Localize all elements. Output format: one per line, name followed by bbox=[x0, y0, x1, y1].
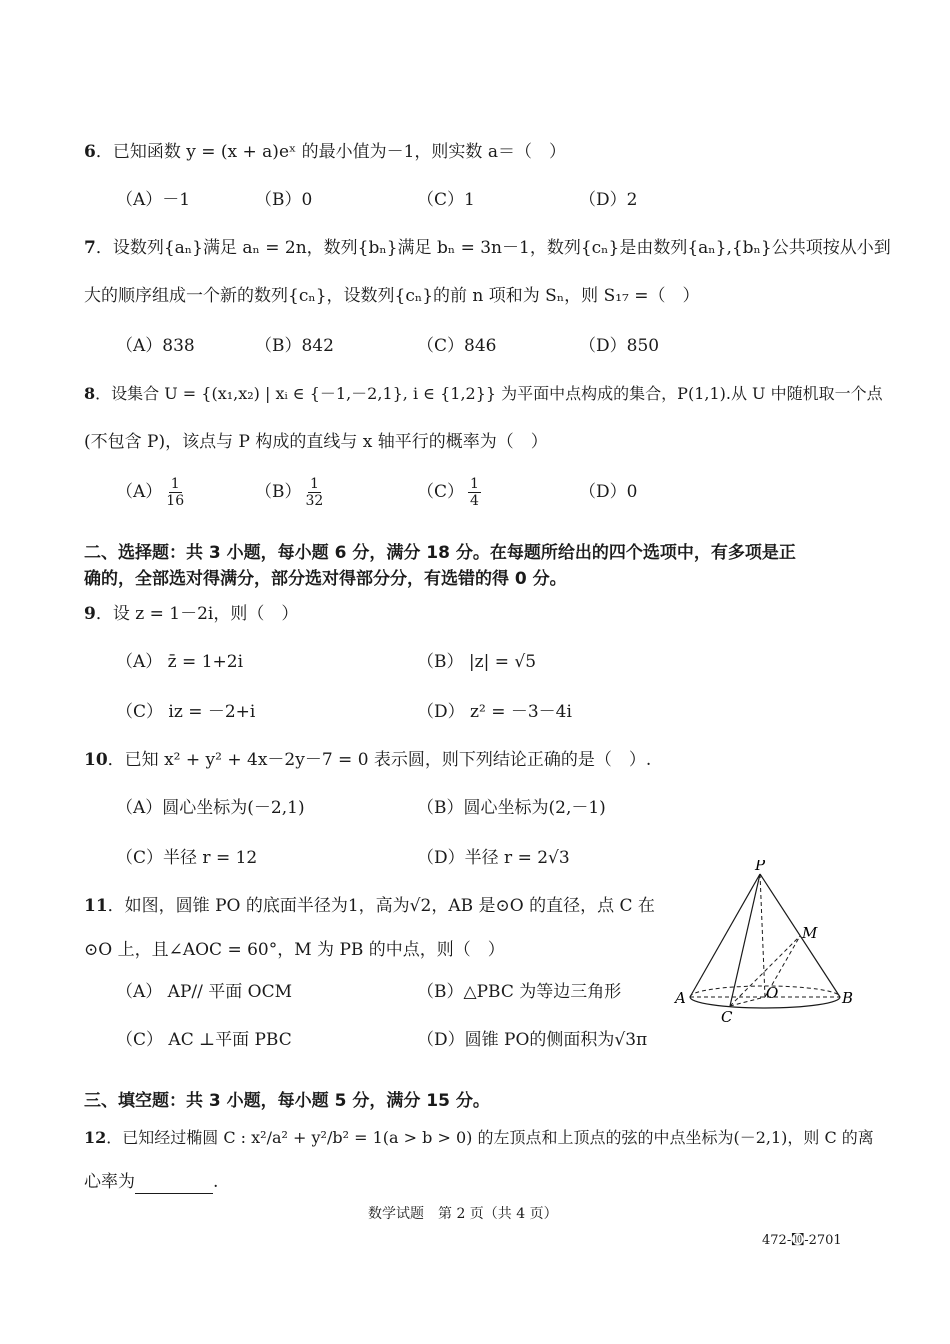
q8-stem-line1 bbox=[84, 382, 883, 406]
q8-option-a bbox=[116, 476, 184, 509]
q8-number: 8 bbox=[84, 384, 96, 403]
q8-option-b-fraction bbox=[306, 476, 324, 509]
q9-option-b: （B） |z| = √5 bbox=[417, 652, 537, 672]
q7-option-c: （C）846 bbox=[417, 336, 497, 356]
q6-number: 6 bbox=[84, 142, 96, 162]
q10-option-b: （B）圆心坐标为(2,－1) bbox=[417, 798, 606, 818]
label-o: O bbox=[766, 984, 779, 1002]
q11-number: 11 bbox=[84, 896, 108, 916]
q7-stem-line2: 大的顺序组成一个新的数列{cₙ}，设数列{cₙ}的前 n 项和为 Sₙ，则 S₁₇ =（ ） bbox=[84, 286, 700, 306]
label-p: P bbox=[755, 860, 766, 874]
q6-option-a: （A）－1 bbox=[116, 190, 191, 210]
fraction-denominator: 32 bbox=[305, 493, 324, 509]
q10-stem bbox=[84, 748, 651, 772]
q8-text-1: ．设集合 U = {(x₁,x₂) | xᵢ ∈ {－1,－2,1}, i ∈ {1,2}} 为平面中点构成的集合，P(1,1).从 U 中随机取一个点 bbox=[95, 384, 883, 403]
section2-heading-line2: 确的，全部选对得满分，部分选对得部分分，有选错的得 0 分。 bbox=[84, 569, 567, 589]
q9-option-a: （A） z̄ = 1+2i bbox=[116, 652, 244, 672]
fraction-numerator: 1 bbox=[170, 476, 180, 492]
q10-number: 10 bbox=[84, 750, 108, 770]
base-front-arc bbox=[690, 997, 840, 1008]
q9-stem bbox=[84, 602, 298, 626]
q7-option-b: （B）842 bbox=[255, 336, 334, 356]
q7-text-1: ．设数列{aₙ}满足 aₙ = 2n，数列{bₙ}满足 bₙ = 3n－1，数列{cₙ}是由数列{aₙ},{bₙ}公共项按从小到 bbox=[95, 238, 891, 258]
q6-stem bbox=[84, 140, 566, 164]
q11-option-c: （C） AC ⊥平面 PBC bbox=[116, 1030, 292, 1050]
q11-stem-line2: ⊙O 上，且∠AOC = 60°，M 为 PB 的中点，则（ ） bbox=[84, 940, 505, 960]
q8-option-c-fraction bbox=[468, 476, 481, 509]
label-b: B bbox=[842, 989, 854, 1007]
q11-option-a: （A） AP// 平面 OCM bbox=[116, 982, 293, 1002]
q7-stem-line1 bbox=[84, 236, 891, 260]
exam-code: 472-㉈-2701 bbox=[762, 1233, 842, 1248]
q6-text: ．已知函数 y = (x + a)eˣ 的最小值为－1，则实数 a＝（ ） bbox=[95, 142, 566, 162]
q11-option-d: （D）圆锥 PO的侧面积为√3π bbox=[417, 1030, 648, 1050]
q10-option-a: （A）圆心坐标为(－2,1) bbox=[116, 798, 305, 818]
q8-option-a-label: （A） bbox=[116, 482, 163, 502]
q12-end: . bbox=[213, 1172, 219, 1192]
q7-number: 7 bbox=[84, 238, 96, 258]
q12-text-2: 心率为 bbox=[84, 1172, 135, 1192]
fraction-denominator: 4 bbox=[470, 493, 479, 509]
q7-option-a: （A）838 bbox=[116, 336, 195, 356]
q6-option-b: （B）0 bbox=[255, 190, 313, 210]
section3-heading: 三、填空题：共 3 小题，每小题 5 分，满分 15 分。 bbox=[84, 1091, 490, 1111]
q6-option-d: （D）2 bbox=[579, 190, 638, 210]
q8-option-c bbox=[417, 476, 481, 509]
q8-stem-line2: (不包含 P)，该点与 P 构成的直线与 x 轴平行的概率为（ ） bbox=[84, 432, 548, 452]
q8-option-c-label: （C） bbox=[417, 482, 465, 502]
q8-option-b-label: （B） bbox=[255, 482, 302, 502]
q10-option-d: （D）半径 r = 2√3 bbox=[417, 848, 570, 868]
q11-text-1: ．如图，圆锥 PO 的底面半径为1，高为√2，AB 是⊙O 的直径，点 C 在 bbox=[107, 896, 655, 916]
q8-option-d: （D）0 bbox=[579, 482, 638, 502]
height-po bbox=[760, 874, 765, 997]
fraction-numerator: 1 bbox=[309, 476, 319, 492]
q10-option-c: （C）半径 r = 12 bbox=[116, 848, 258, 868]
edge-pa bbox=[690, 874, 760, 997]
q8-option-a-fraction bbox=[166, 476, 184, 509]
q11-option-b: （B）△PBC 为等边三角形 bbox=[417, 982, 622, 1002]
q9-option-d: （D） z² = －3－4i bbox=[417, 702, 572, 722]
q12-number: 12 bbox=[84, 1128, 107, 1147]
page-footer: 数学试题 第 2 页（共 4 页） bbox=[368, 1206, 558, 1222]
q10-text: ．已知 x² + y² + 4x－2y－7 = 0 表示圆，则下列结论正确的是（ ）. bbox=[107, 750, 652, 770]
fraction-denominator: 16 bbox=[166, 493, 185, 509]
label-m: M bbox=[802, 924, 818, 942]
q9-text: ．设 z = 1－2i，则（ ） bbox=[95, 604, 299, 624]
answer-blank[interactable] bbox=[135, 1175, 213, 1194]
q12-text-1: ．已知经过椭圆 C : x²/a² + y²/b² = 1(a > b > 0) 的左顶点和上顶点的弦的中点坐标为(－2,1)，则 C 的离 bbox=[106, 1128, 874, 1147]
q7-option-d: （D）850 bbox=[579, 336, 660, 356]
q11-stem-line1 bbox=[84, 894, 655, 918]
label-c: C bbox=[721, 1008, 733, 1026]
segment-oc bbox=[730, 997, 765, 1006]
q9-number: 9 bbox=[84, 604, 96, 624]
q12-stem-line1 bbox=[84, 1126, 874, 1150]
q8-option-b bbox=[255, 476, 323, 509]
fraction-numerator: 1 bbox=[470, 476, 479, 492]
label-a: A bbox=[675, 989, 686, 1007]
q12-stem-line2 bbox=[84, 1170, 218, 1194]
section2-heading-line1: 二、选择题：共 3 小题，每小题 6 分，满分 18 分。在每题所给出的四个选项中，有多项是正 bbox=[84, 543, 796, 563]
cone-figure bbox=[668, 860, 858, 1030]
q9-option-c: （C） iz = －2+i bbox=[116, 702, 256, 722]
q6-option-c: （C）1 bbox=[417, 190, 475, 210]
edge-pb bbox=[760, 874, 840, 997]
